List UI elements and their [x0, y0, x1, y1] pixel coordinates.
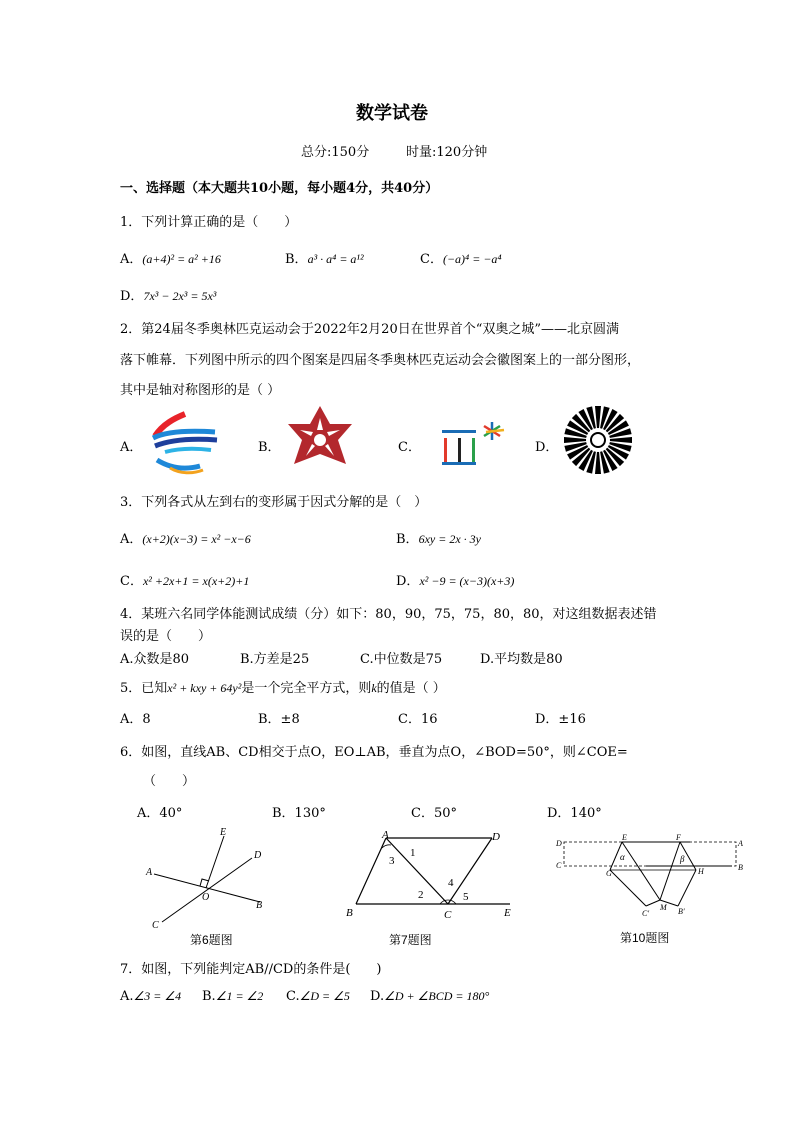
q3-a-label: A． [120, 532, 143, 547]
q1-b-math: a³ · a⁴ = a¹² [307, 252, 364, 266]
q1-option-c [420, 248, 502, 267]
q6-option-b: B．130° [272, 806, 326, 821]
q3-d-math: x² −9 = (x−3)(x+3) [419, 574, 515, 588]
f6-label-e: E [220, 827, 227, 838]
q2-line1: 2．第24届冬季奥林匹克运动会于2022年2月20日在世界首个“双奥之城”——北京圆满 [120, 322, 620, 337]
f7-angle-1: 1 [410, 847, 416, 859]
f10-label-a: A [738, 839, 743, 848]
q4-line1: 4．某班六名同学体能测试成绩（分）如下：80，90，75，75，80，80，对这组数据表述错 [120, 607, 657, 622]
q5-suffix: 的值是（ ） [376, 681, 446, 696]
q4-option-d: D.平均数是80 [480, 652, 563, 667]
q4-option-c: C.中位数是75 [360, 652, 443, 667]
red-snowflake-emblem-fragment [282, 404, 358, 480]
q3-option-c [120, 570, 249, 589]
q7-option-c [286, 989, 350, 1004]
f6-label-b: B [256, 900, 263, 911]
q2-d-label: D． [535, 440, 559, 455]
q5-math: x² + kxy + 64y² [167, 681, 242, 695]
f10-label-m: M [660, 903, 667, 912]
q6-line1: 6．如图，直线AB、CD相交于点O，EO⊥AB，垂直为点O，∠BOD=50°，则∠COE= [120, 745, 628, 760]
q5-option-b: B．±8 [258, 712, 300, 727]
f7-label-e: E [504, 907, 511, 919]
q5-option-a: A．8 [120, 712, 151, 727]
f7-angle-3: 3 [389, 855, 395, 867]
f10-alpha: α [620, 852, 625, 862]
q7-stem: 7．如图，下列能判定AB//CD的条件是( ) [120, 962, 382, 977]
q5-mid: 是一个完全平方式，则 [241, 681, 372, 696]
page-title: 数学试卷 [356, 103, 428, 124]
f10-label-c-prime: C′ [642, 909, 650, 918]
q3-option-a [120, 528, 251, 547]
q1-stem: 1．下列计算正确的是（ ） [120, 215, 298, 230]
q3-option-b [396, 528, 481, 547]
q5-stem [120, 677, 446, 696]
q7-b-math: ∠1 = ∠2 [215, 989, 264, 1003]
section-heading: 一、选择题（本大题共10小题，每小题4分，共40分） [120, 181, 439, 196]
q7-b-label: B. [202, 989, 216, 1004]
q7-option-a [120, 989, 181, 1004]
q4-option-a: A.众数是80 [120, 652, 190, 667]
q2-line3: 其中是轴对称图形的是（ ） [120, 383, 281, 398]
f7-label-d: D [492, 831, 500, 843]
q1-d-label: D． [120, 289, 144, 304]
f10-label-d: D [556, 839, 562, 848]
q1-c-math: (−a)⁴ = −a⁴ [442, 252, 502, 266]
q7-a-math: ∠3 = ∠4 [133, 989, 182, 1003]
pyeongchang-emblem-fragment [438, 418, 510, 470]
f7-label-b: B [346, 907, 353, 919]
q2-b-label: B． [258, 440, 281, 455]
f10-label-c: C [556, 861, 562, 870]
q3-d-label: D． [396, 574, 420, 589]
f6-label-o: O [202, 892, 210, 903]
f10-beta: β [680, 854, 685, 864]
f7-angle-5: 5 [463, 891, 469, 903]
f10-label-e: E [622, 833, 627, 842]
sochi-spiral-emblem-fragment [562, 404, 634, 476]
q3-stem: 3．下列各式从左到右的变形属于因式分解的是（ ） [120, 495, 428, 510]
q5-prefix: 5．已知 [120, 681, 168, 696]
figure-10-caption: 第10题图 [620, 931, 670, 945]
q2-line2: 落下帷幕．下列图中所示的四个图案是四届冬季奥林匹克运动会会徽图案上的一部分图形， [120, 353, 641, 368]
q7-c-label: C. [286, 989, 300, 1004]
q2-c-label: C． [398, 440, 421, 455]
q5-option-c: C．16 [398, 712, 438, 727]
f6-label-c: C [152, 920, 159, 931]
q3-a-math: (x+2)(x−3) = x² −x−6 [142, 532, 251, 546]
figure-6-caption: 第6题图 [190, 933, 233, 947]
f7-angle-4: 4 [448, 877, 454, 889]
q1-b-label: B． [285, 252, 308, 267]
q4-option-b: B.方差是25 [240, 652, 310, 667]
q1-option-b [285, 248, 364, 267]
f7-label-a: A [382, 830, 389, 841]
q6-option-a: A．40° [137, 806, 183, 821]
q3-b-label: B． [396, 532, 419, 547]
q7-c-math: ∠D = ∠5 [299, 989, 350, 1003]
q5-k: k [371, 681, 377, 695]
figure-7-diagram [340, 830, 520, 925]
figure-10-diagram [552, 832, 752, 924]
q6-line2: （ ） [143, 774, 196, 789]
q7-a-label: A. [120, 989, 134, 1004]
f7-angle-2: 2 [418, 889, 424, 901]
q3-c-math: x² +2x+1 = x(x+2)+1 [142, 574, 250, 588]
q4-line2: 误的是（ ） [120, 629, 212, 644]
q7-option-d [370, 989, 489, 1004]
f7-label-c: C [444, 909, 452, 921]
q2-a-label: A． [120, 440, 143, 455]
f6-label-a: A [146, 867, 153, 878]
winter-olympics-emblem-2022-fragment [145, 408, 225, 478]
q7-d-label: D. [370, 989, 385, 1004]
q6-option-d: D．140° [547, 806, 602, 821]
q6-option-c: C．50° [411, 806, 457, 821]
q3-c-label: C． [120, 574, 143, 589]
time-limit: 时量:120分钟 [406, 145, 488, 160]
q7-option-b [202, 989, 263, 1004]
total-score: 总分:150分 [301, 145, 370, 160]
q7-d-math: ∠D + ∠BCD = 180° [384, 989, 490, 1003]
f10-label-b: B [738, 863, 743, 872]
f10-label-g: G [606, 869, 612, 878]
figure-7-caption: 第7题图 [389, 933, 432, 947]
f10-label-h: H [698, 867, 704, 876]
q5-option-d: D．±16 [535, 712, 586, 727]
f10-label-b-prime: B′ [678, 907, 685, 916]
q1-option-a [120, 248, 221, 267]
q1-d-math: 7x³ − 2x³ = 5x³ [143, 289, 217, 303]
q1-a-math: (a+4)² = a² +16 [142, 252, 221, 266]
q1-option-d [120, 285, 216, 304]
q1-a-label: A． [120, 252, 143, 267]
q1-c-label: C． [420, 252, 443, 267]
f10-label-f: F [676, 833, 681, 842]
figure-6-diagram [140, 822, 280, 932]
q3-b-math: 6xy = 2x · 3y [418, 532, 481, 546]
f6-label-d: D [254, 850, 262, 861]
q3-option-d [396, 570, 514, 589]
